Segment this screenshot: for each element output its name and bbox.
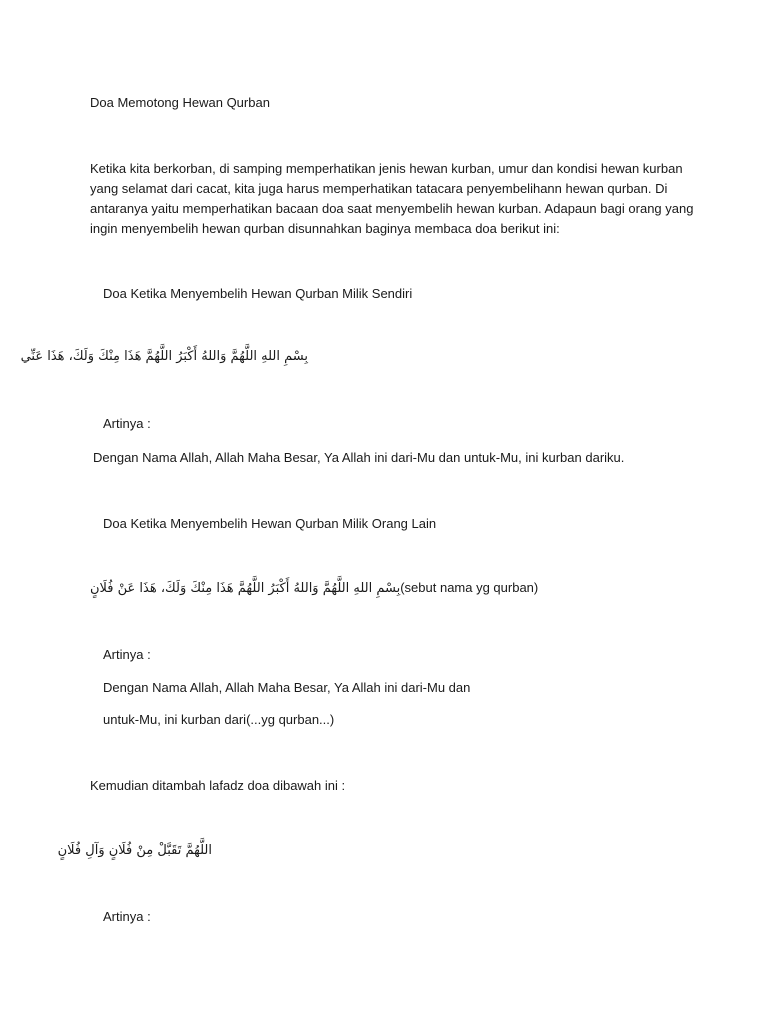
section2-arabic-line: [90, 580, 538, 597]
section1-arabic-prayer: بِسْمِ اللهِ اللَّهُمَّ وَاللهُ أَكْبَرُ اللَّهُمَّ هَذَا مِنْكَ وَلَكَ، هَذَا عَنِّي: [20, 349, 308, 364]
section2-arabic-suffix: (sebut nama yg qurban): [400, 580, 539, 595]
closing-arabic-prayer: اللَّهُمَّ تَقَبَّلْ مِنْ فُلَانٍ وَآلِ فُلَانٍ: [57, 843, 212, 858]
section2-heading: Doa Ketika Menyembelih Hewan Qurban Milik Orang Lain: [103, 516, 437, 531]
intro-line-3: antaranya yaitu memperhatikan bacaan doa saat menyembelih hewan kurban. Adapaun bagi orang yang: [90, 201, 694, 216]
section2-translation-line-2: untuk-Mu, ini kurban dari(...yg qurban...): [103, 712, 335, 727]
closing-artinya-label: Artinya :: [103, 909, 151, 924]
closing-text: Kemudian ditambah lafadz doa dibawah ini :: [90, 778, 346, 793]
section2-artinya-label: Artinya :: [103, 647, 151, 662]
section1-artinya-label: Artinya :: [103, 416, 151, 431]
section1-translation: Dengan Nama Allah, Allah Maha Besar, Ya Allah ini dari-Mu dan untuk-Mu, ini kurban dariku.: [93, 450, 625, 465]
document-title: Doa Memotong Hewan Qurban: [90, 95, 270, 110]
intro-line-4: ingin menyembelih hewan qurban disunnahkan baginya membaca doa berikut ini:: [90, 221, 560, 236]
section1-heading: Doa Ketika Menyembelih Hewan Qurban Milik Sendiri: [103, 286, 413, 301]
intro-line-1: Ketika kita berkorban, di samping memperhatikan jenis hewan kurban, umur dan kondisi hewan kurban: [90, 161, 683, 176]
section2-arabic-prayer: بِسْمِ اللهِ اللَّهُمَّ وَاللهُ أَكْبَرُ اللَّهُمَّ هَذَا مِنْكَ وَلَكَ، هَذَا عَنْ فُلَانٍ: [90, 581, 401, 596]
section2-translation-line-1: Dengan Nama Allah, Allah Maha Besar, Ya Allah ini dari-Mu dan: [103, 680, 471, 695]
intro-line-2: yang selamat dari cacat, kita juga harus memperhatikan tatacara penyembelihann hewan qurban. Di: [90, 181, 668, 196]
